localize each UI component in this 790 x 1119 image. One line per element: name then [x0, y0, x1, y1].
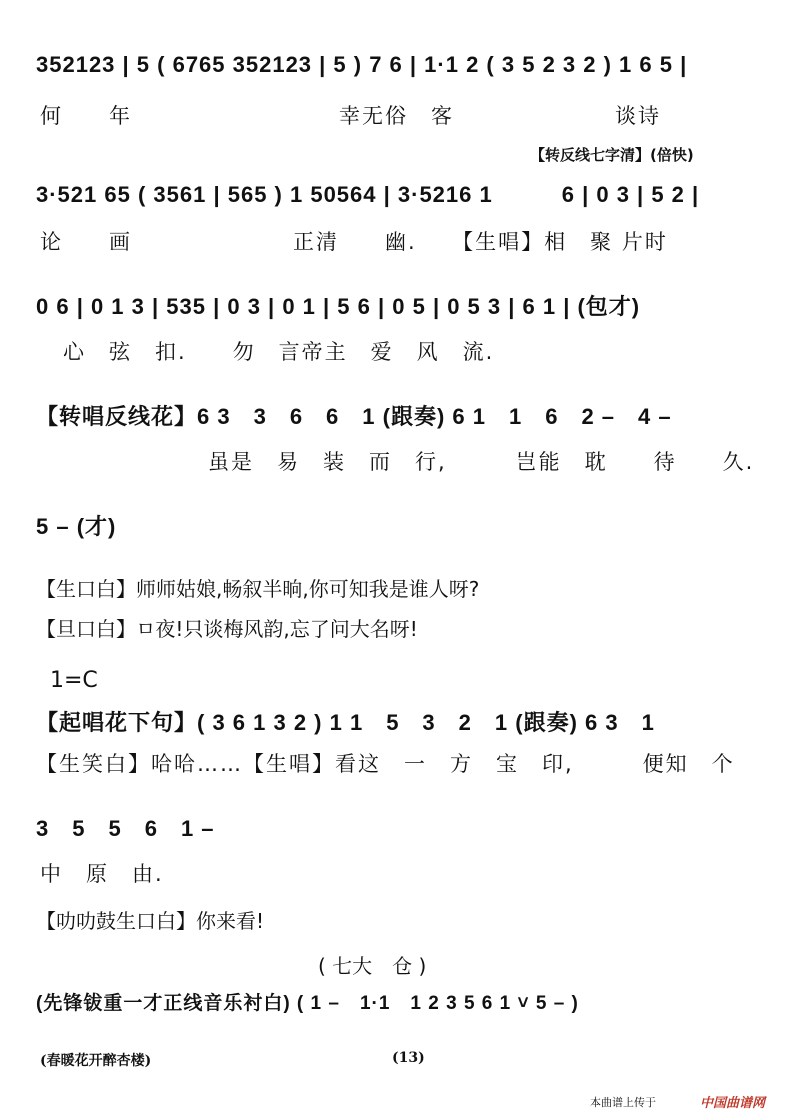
page-number: (13): [392, 1050, 425, 1066]
site-logo: 中国曲谱网: [700, 1096, 766, 1111]
tune-marker: 【转反线七字清】(倍快): [530, 146, 694, 164]
dialogue-line-3: 【叻叻鼓生口白】你来看!: [36, 909, 265, 933]
score-line-4-lyrics: 虽是 易 装 而 行, 岂能 耽 待 久.: [208, 450, 755, 474]
key-signature: 1=C: [50, 668, 98, 693]
score-line-2-notes: 3·521 65 ( 3561 | 565 ) 1 50564 | 3·5216 1 6 | 0 3 | 5 2 |: [36, 182, 700, 207]
upload-note: 本曲谱上传于: [590, 1096, 656, 1109]
dialogue-line-1: 【生口白】师师姑娘,畅叙半晌,你可知我是谁人呀?: [36, 577, 480, 601]
score-line-1-notes: 352123 | 5 ( 6765 352123 | 5 ) 7 6 | 1·1 2 ( 3 5 2 3 2 ) 1 6 5 |: [36, 52, 688, 77]
score-line-8-notes: (先锋钹重一才正线音乐衬白) ( 1 – 1·1 1 2 3 5 6 1 ˅ 5 – ): [36, 993, 579, 1014]
score-line-4-notes: 【转唱反线花】6 3 3 6 6 1 (跟奏) 6 1 1 6 2 – 4 –: [36, 404, 672, 429]
score-line-7-notes: 3 5 5 6 1 –: [36, 816, 215, 841]
score-line-2-lyrics: 论 画 正清 幽. 【生唱】相 聚 片时: [40, 230, 668, 254]
dialogue-line-2: 【旦口白】ㅁ夜!只谈梅风韵,忘了问大名呀!: [36, 617, 418, 641]
percussion-pattern: ( 七大 仓 ): [318, 954, 427, 978]
score-line-5-notes: 5 – (才): [36, 514, 117, 539]
score-line-6-lyrics: 【生笑白】哈哈……【生唱】看这 一 方 宝 印, 便知 个: [36, 752, 735, 776]
score-line-6-notes: 【起唱花下句】( 3 6 1 3 2 ) 1 1 5 3 2 1 (跟奏) 6 3 1: [36, 710, 655, 735]
score-line-1-lyrics: 何 年 幸无俗 客 谈诗: [40, 104, 661, 128]
score-line-3-lyrics: 心 弦 扣. 勿 言帝主 爱 风 流.: [40, 340, 495, 364]
footer-title: (春暖花开醉杏楼): [40, 1053, 152, 1069]
score-line-7-lyrics: 中 原 由.: [40, 862, 164, 886]
score-line-3-notes: 0 6 | 0 1 3 | 535 | 0 3 | 0 1 | 5 6 | 0 5 | 0 5 3 | 6 1 | (包才): [36, 294, 641, 319]
